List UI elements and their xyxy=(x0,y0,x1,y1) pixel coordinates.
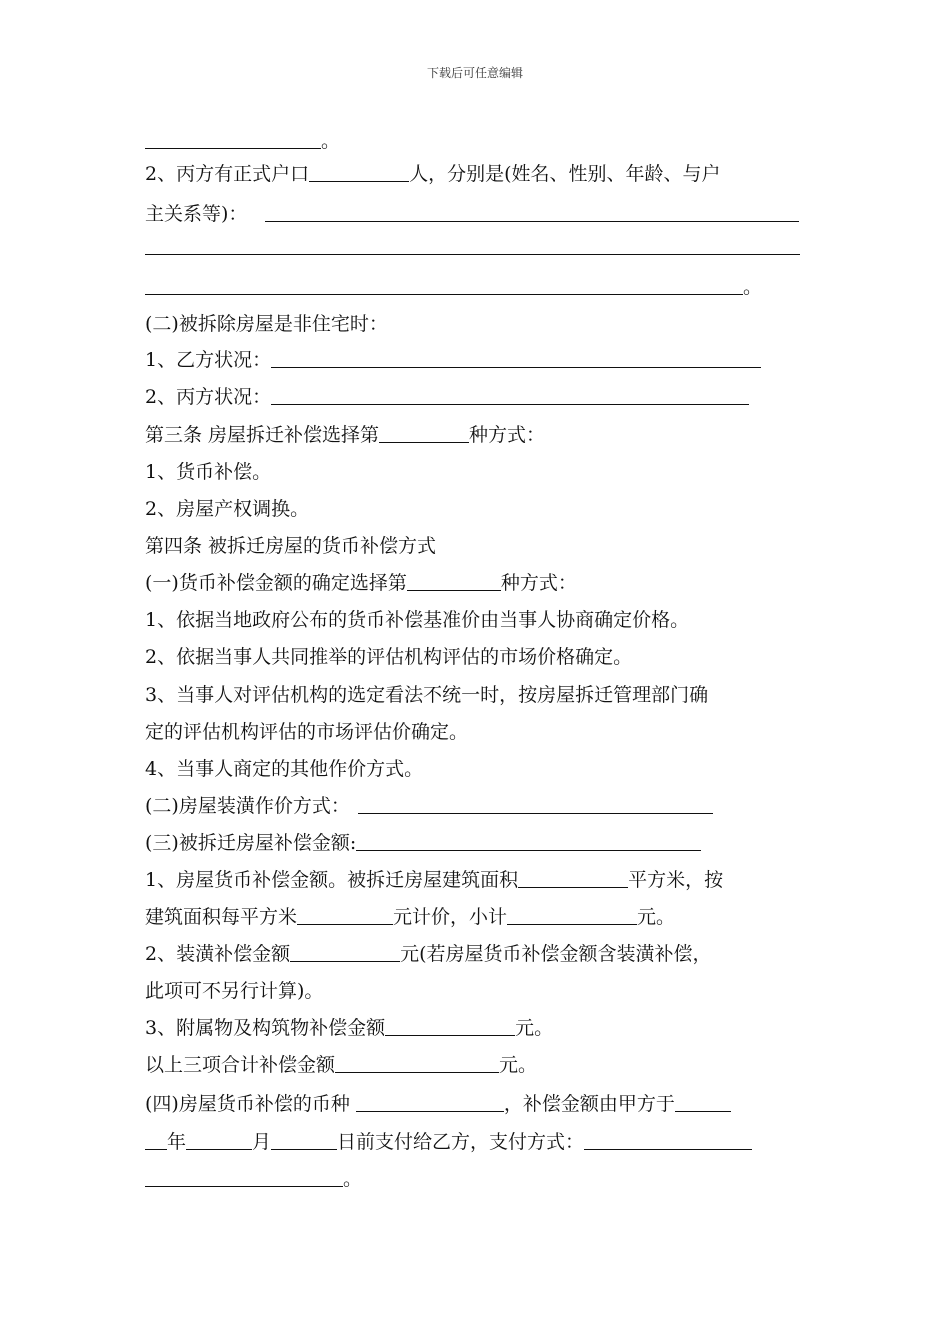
doc-line xyxy=(145,276,762,298)
line-text: 2、依据当事人共同推举的评估机构评估的市场价格确定。 xyxy=(145,646,633,668)
article-heading: 第三条 房屋拆迁补偿选择第 xyxy=(145,424,380,446)
line-text: 主关系等)： xyxy=(145,203,248,225)
line-text: 日前支付给乙方，支付方式： xyxy=(337,1131,585,1153)
line-text: (一)货币补偿金额的确定选择第 xyxy=(145,572,407,594)
fill-blank xyxy=(186,1132,252,1150)
line-text: 元。 xyxy=(637,906,676,928)
doc-line xyxy=(145,609,689,631)
line-text: 1、房屋货币补偿金额。被拆迁房屋建筑面积 xyxy=(145,869,519,891)
doc-line xyxy=(145,795,713,817)
line-text: 3、当事人对评估机构的选定看法不统一时，按房屋拆迁管理部门确 xyxy=(145,684,709,706)
doc-line xyxy=(145,1131,752,1153)
doc-line xyxy=(145,721,468,743)
line-text: 年 xyxy=(167,1131,187,1153)
fill-blank xyxy=(385,1018,515,1036)
doc-line xyxy=(145,424,545,446)
line-text: 1、乙方状况： xyxy=(145,349,272,371)
doc-line xyxy=(145,869,723,891)
line-text: 1、货币补偿。 xyxy=(145,461,272,483)
doc-line xyxy=(145,1168,362,1190)
fill-blank xyxy=(145,131,321,149)
doc-line xyxy=(145,203,799,225)
doc-line xyxy=(145,461,271,483)
line-text: 建筑面积每平方米 xyxy=(145,906,298,928)
fill-blank xyxy=(271,1132,337,1150)
doc-line xyxy=(145,313,388,335)
fill-blank xyxy=(335,1055,499,1073)
line-text: (四)房屋货币补偿的币种 xyxy=(145,1093,356,1115)
article-heading: 第四条 被拆迁房屋的货币补偿方式 xyxy=(145,535,437,557)
line-text: 月 xyxy=(252,1131,272,1153)
doc-line xyxy=(145,832,701,854)
doc-line xyxy=(145,236,800,258)
line-text: 定的评估机构评估的市场评估价确定。 xyxy=(145,721,469,743)
line-text: 4、当事人商定的其他作价方式。 xyxy=(145,758,424,780)
fill-blank xyxy=(379,425,469,443)
fill-blank xyxy=(297,907,393,925)
fill-blank xyxy=(518,870,628,888)
line-text: 。 xyxy=(343,1168,363,1190)
line-text: 人，分别是(姓名、性别、年龄、与户 xyxy=(409,163,721,185)
line-text: 2、房屋产权调换。 xyxy=(145,498,310,520)
fill-blank xyxy=(290,944,400,962)
line-text: ，补偿金额由甲方于 xyxy=(503,1093,675,1115)
line-text: 元(若房屋货币补偿金额含装潢补偿， xyxy=(400,943,712,965)
line-text: 2、丙方状况： xyxy=(145,386,272,408)
fill-blank xyxy=(675,1094,731,1112)
line-text: 元。 xyxy=(515,1017,554,1039)
doc-line xyxy=(145,906,675,928)
doc-line xyxy=(145,646,632,668)
line-text: 。 xyxy=(743,276,763,298)
doc-line xyxy=(145,130,340,152)
doc-line xyxy=(145,535,436,557)
line-text: 种方式： xyxy=(500,572,577,594)
fill-blank xyxy=(358,796,713,814)
section-heading: (二)被拆除房屋是非住宅时： xyxy=(145,313,388,335)
fill-blank xyxy=(271,387,749,405)
doc-line xyxy=(145,349,761,371)
doc-line xyxy=(145,498,309,520)
fill-blank xyxy=(584,1132,752,1150)
line-text: 1、依据当地政府公布的货币补偿基准价由当事人协商确定价格。 xyxy=(145,609,690,631)
line-text: (三)被拆迁房屋补偿金额: xyxy=(145,832,357,854)
line-text: 元计价，小计 xyxy=(393,906,508,928)
line-text: 。 xyxy=(321,130,341,152)
doc-line xyxy=(145,1017,553,1039)
line-text: 3、附属物及构筑物补偿金额 xyxy=(145,1017,386,1039)
page-header: 下载后可任意编辑 xyxy=(426,66,523,80)
fill-blank xyxy=(145,1169,343,1187)
doc-line xyxy=(145,684,708,706)
line-text: 以上三项合计补偿金额 xyxy=(145,1054,336,1076)
fill-blank xyxy=(271,350,761,368)
doc-line xyxy=(145,1093,731,1115)
line-text: 此项可不另行计算)。 xyxy=(145,980,324,1002)
doc-line xyxy=(145,943,712,965)
fill-blank xyxy=(309,164,409,182)
fill-blank xyxy=(407,573,501,591)
doc-line xyxy=(145,386,749,408)
line-text: (二)房屋装潢作价方式： xyxy=(145,795,350,817)
fill-blank xyxy=(356,833,701,851)
line-text: 元。 xyxy=(499,1054,538,1076)
line-text: 2、丙方有正式户口 xyxy=(145,163,310,185)
fill-blank xyxy=(356,1094,504,1112)
fill-blank xyxy=(507,907,637,925)
fill-blank xyxy=(145,1132,167,1150)
line-text: 种方式： xyxy=(469,424,546,446)
doc-line xyxy=(145,1054,537,1076)
doc-line xyxy=(145,572,577,594)
line-text: 平方米，按 xyxy=(628,869,724,891)
doc-line xyxy=(145,758,423,780)
line-text: 2、装潢补偿金额 xyxy=(145,943,291,965)
fill-blank xyxy=(265,204,799,222)
doc-line xyxy=(145,980,323,1002)
doc-line xyxy=(145,163,721,185)
fill-blank xyxy=(145,237,800,255)
fill-blank xyxy=(145,277,743,295)
